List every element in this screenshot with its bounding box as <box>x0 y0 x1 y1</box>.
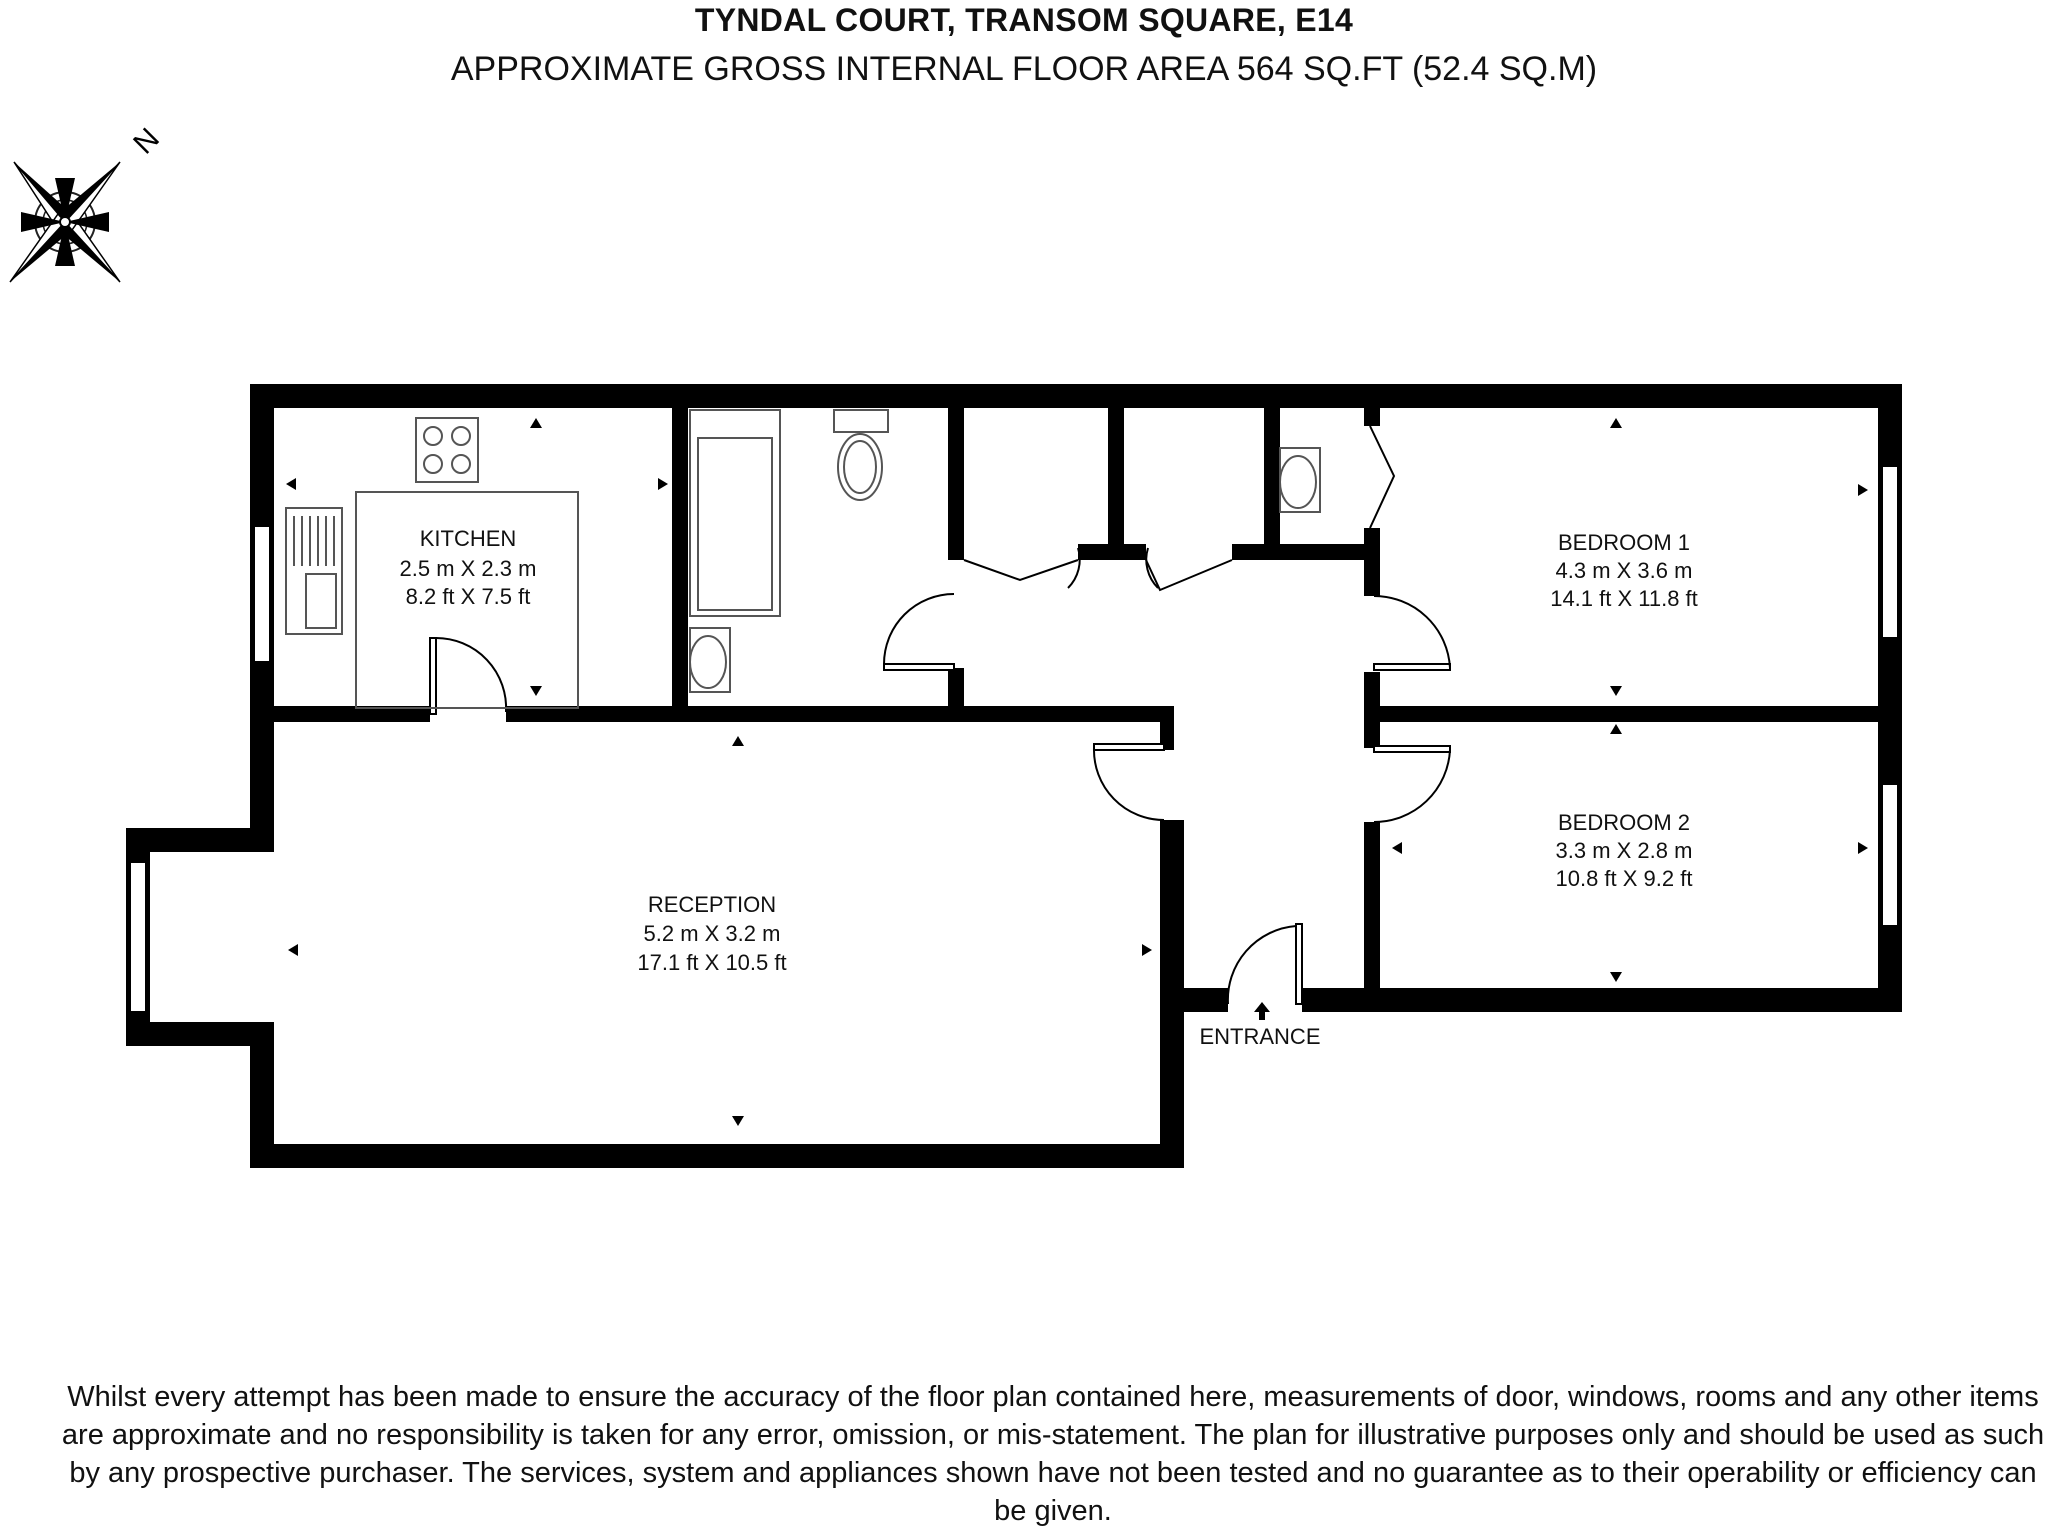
compass-rose-icon <box>10 162 120 282</box>
floor-area-subtitle: APPROXIMATE GROSS INTERNAL FLOOR AREA 564 SQ.FT (52.4 SQ.M) <box>450 50 1598 88</box>
entrance-label: ENTRANCE <box>1199 1024 1321 1049</box>
bedroom1-imperial: 14.1 ft X 11.8 ft <box>1550 586 1698 611</box>
bedroom1-metric: 4.3 m X 3.6 m <box>1555 558 1693 583</box>
kitchen-imperial: 8.2 ft X 7.5 ft <box>405 584 531 609</box>
reception-imperial: 17.1 ft X 10.5 ft <box>637 950 787 975</box>
bedroom2-name: BEDROOM 2 <box>1557 810 1691 835</box>
disclaimer-text: Whilst every attempt has been made to ensure the accuracy of the floor plan contained here, measurements of door, windows, rooms and any other items are approximate and no responsibility is taken for any error, omission, or mis-statement. The plan for illustrative purposes only and should be used as such by any prospective purchaser. The services, system and appliances shown have not been tested and no guarantee as to their operability or efficiency can be given. <box>61 1381 2045 1527</box>
bedroom2-metric: 3.3 m X 2.8 m <box>1555 838 1693 863</box>
page-title: TYNDAL COURT, TRANSOM SQUARE, E14 <box>694 2 1354 38</box>
bedroom1-name: BEDROOM 1 <box>1557 530 1691 555</box>
dimension-arrows <box>286 418 1868 1126</box>
reception-metric: 5.2 m X 3.2 m <box>643 921 781 946</box>
reception-name: RECEPTION <box>647 892 777 917</box>
kitchen-name: KITCHEN <box>419 526 517 551</box>
walls <box>126 384 1902 1168</box>
bedroom2-imperial: 10.8 ft X 9.2 ft <box>1555 866 1693 891</box>
compass-north-label: N <box>127 121 166 161</box>
bathroom-fixtures <box>690 410 1320 692</box>
kitchen-metric: 2.5 m X 2.3 m <box>399 556 537 581</box>
